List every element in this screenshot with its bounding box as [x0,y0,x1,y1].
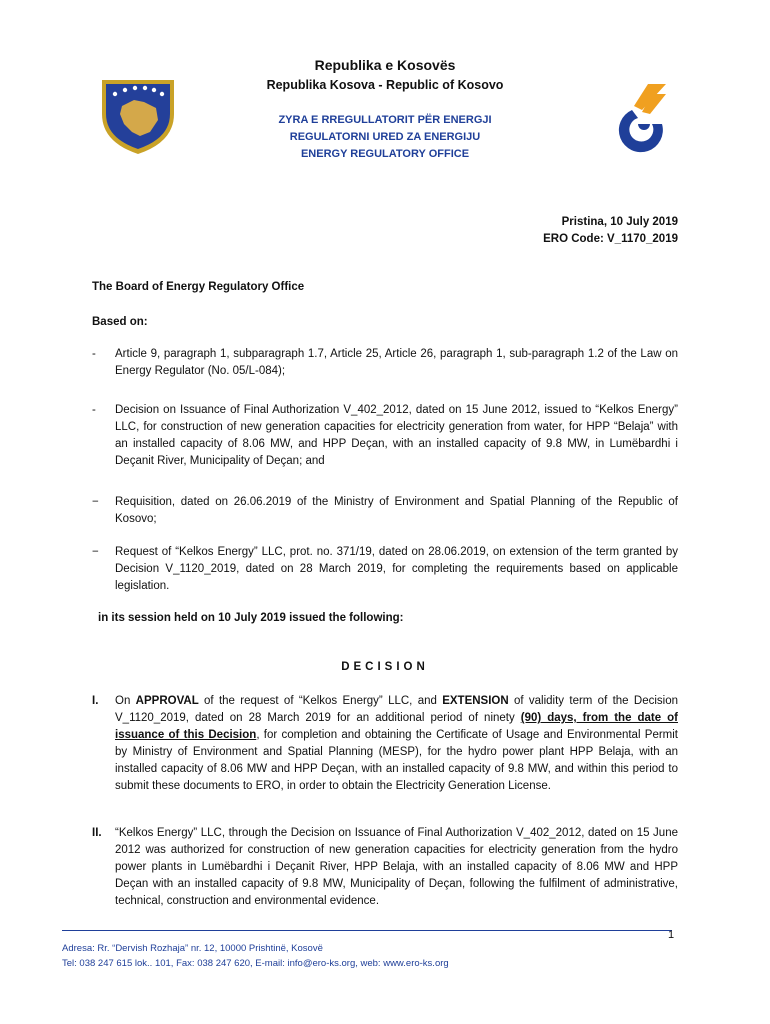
list-item-text: Decision on Issuance of Final Authorization V_402_2012, dated on 15 June 2012, issued to “Kelkos Energy” LLC, for construction of new generation capacities for electricity generation from water, for HPP “Belaja” with an installed capacity of 8.06 MW, and HPP Deçan, with an installed capacity of 9.8 MW, in Lumëbardhi i Deçanit River, Municipality of Deçan; and [115,404,678,467]
footer-divider [62,930,672,931]
list-item-text: Article 9, paragraph 1, subparagraph 1.7, Article 25, Article 26, paragraph 1, sub-paragraph 1.2 of the Law on Energy Regulator (No. 05/L-084); [115,348,678,377]
list-item [92,544,678,595]
country-subtitle: Republika Kosova - Republic of Kosovo [266,78,504,92]
footer-contact: Tel: 038 247 615 lok.. 101, Fax: 038 247 620, E-mail: info@ero-ks.org, web: www.ero-ks.org [62,958,449,969]
decision-marker: I. [92,695,99,707]
list-item-text: Requisition, dated on 26.06.2019 of the Ministry of Environment and Spatial Planning of the Republic of Kosovo; [115,496,678,525]
text-run: of validity term of the Decision V_1120_2019, dated on 28 March 2019 for an additional period of ninety [115,695,679,724]
list-marker: − [92,496,99,508]
deadline-emphasis: (90) days, from the date of issuance of this Decision [115,712,678,741]
office-name-sq: ZYRA E RREGULLATORIT PËR ENERGJI [278,114,492,126]
extension-emphasis: EXTENSION [442,695,509,707]
text-run: , for completion and obtaining the Certificate of Usage and Environmental Permit by Ministry of Environment and Spatial Planning (MESP), for the hydro power plant HPP Belaja, with an installed capacity of 8.06 MW and HPP Deçan, with an installed capacity of 9.8 MW, and within this period to submit these documents to ERO, in order to obtain the Electricity Generation License. [115,729,679,792]
approval-emphasis: APPROVAL [135,695,199,707]
country-title: Republika e Kosovës [314,57,456,73]
list-marker: − [92,546,99,558]
decision-item [92,825,678,910]
list-item [92,346,678,380]
office-name-en: ENERGY REGULATORY OFFICE [300,148,470,160]
decision-item-text: “Kelkos Energy” LLC, through the Decision on Issuance of Final Authorization V_402_2012, dated on 15 June 2012 was authorized for construction of new generation capacities for electricity generation from the hydro power plants in Lumëbardhi i Deçanit River, HPP Belaja, with an installed capacity of 8.06 MW and HPP Deçan with an installed capacity of 9.8 MW, Municipality of Deçan, following the fulfilment of administrative, technical, construction and environmental evidence. [115,827,678,907]
board-heading: The Board of Energy Regulatory Office [92,281,305,293]
page-number: 1 [668,929,675,941]
text-run: of the request of “Kelkos Energy” LLC, and [198,695,443,707]
list-marker: - [92,404,96,416]
decision-item-text [115,693,678,795]
list-marker: - [92,348,96,360]
ero-code: ERO Code: V_1170_2019 [543,233,678,245]
list-item [92,402,678,470]
text-run: On [115,695,136,707]
place-date: Pristina, 10 July 2019 [561,216,678,228]
footer-address: Adresa: Rr. “Dervish Rozhaja” nr. 12, 10000 Prishtinë, Kosovë [62,943,323,954]
list-item-text: Request of “Kelkos Energy” LLC, prot. no. 371/19, dated on 28.06.2019, on extension of the term granted by Decision V_1120_2019, dated on 28 March 2019, for completing the requirements based on applicable legislation. [115,546,678,592]
decision-marker: II. [92,827,102,839]
office-name-sr: REGULATORNI URED ZA ENERGIJU [289,131,481,143]
based-on-heading: Based on: [92,316,148,328]
list-item [92,494,678,528]
decision-item [92,693,678,795]
session-statement: in its session held on 10 July 2019 issued the following: [98,612,404,624]
decision-title: DECISION [341,661,429,673]
